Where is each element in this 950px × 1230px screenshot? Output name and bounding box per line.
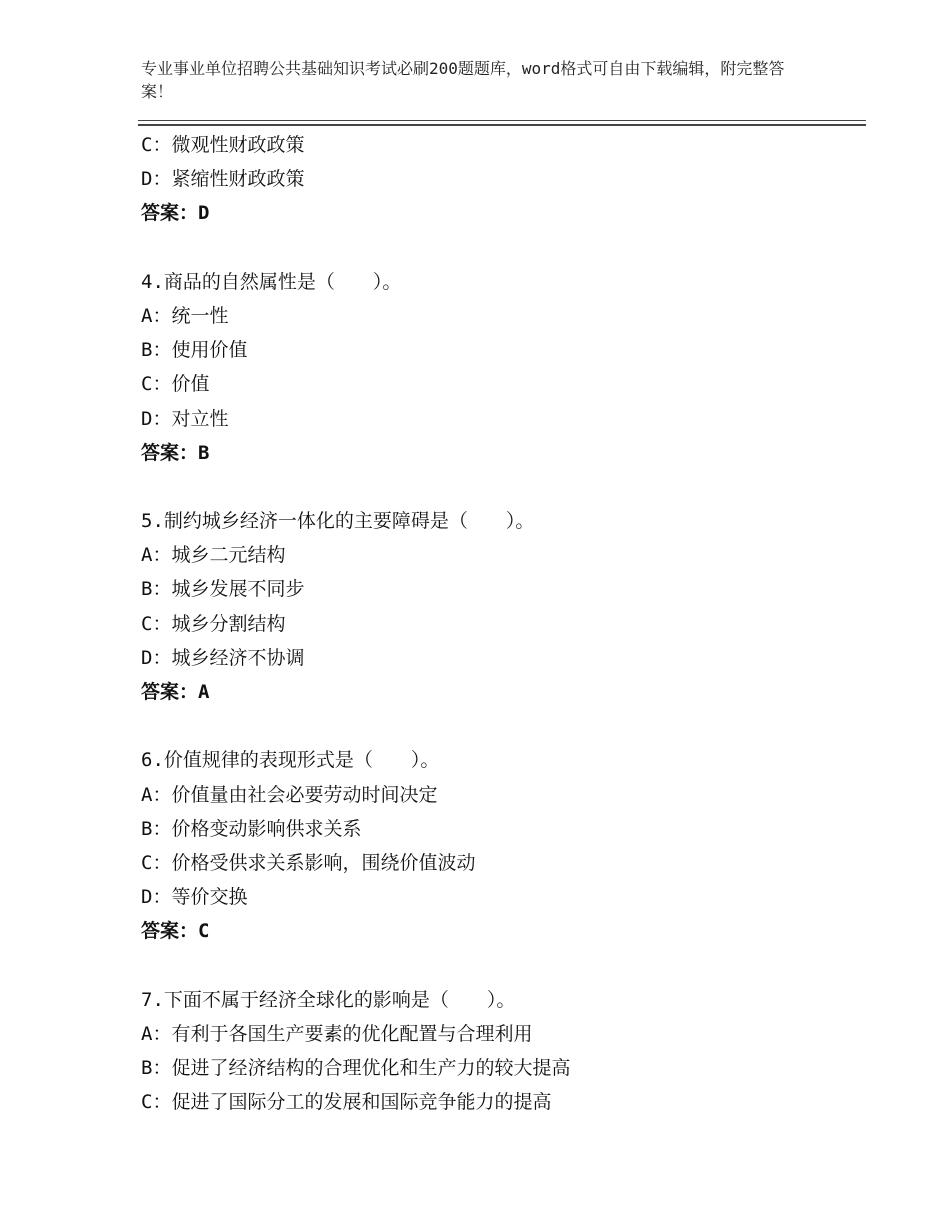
option-d: D：对立性 xyxy=(141,407,229,430)
question-content xyxy=(141,128,861,1119)
option-c: C：价值 xyxy=(141,373,210,396)
option-c: C：促进了国际分工的发展和国际竞争能力的提高 xyxy=(141,1091,552,1114)
header-rule-thick xyxy=(138,124,866,126)
option-a: A：城乡二元结构 xyxy=(141,544,286,567)
option-c: C：城乡分割结构 xyxy=(141,612,286,635)
header-rule-thin xyxy=(138,120,866,121)
question-5 xyxy=(141,504,861,709)
question-7 xyxy=(141,983,861,1120)
option-c: C：价格受供求关系影响，围绕价值波动 xyxy=(141,851,476,874)
option-b: B：促进了经济结构的合理优化和生产力的较大提高 xyxy=(141,1057,571,1080)
spacer xyxy=(141,470,861,504)
answer-line: 答案：B xyxy=(141,441,210,464)
option-a: A：统一性 xyxy=(141,304,229,327)
question-6 xyxy=(141,743,861,948)
question-3-fragment xyxy=(141,128,861,231)
answer-line: 答案：D xyxy=(141,202,210,225)
question-stem: 5.制约城乡经济一体化的主要障碍是（ ）。 xyxy=(141,510,535,533)
spacer xyxy=(141,949,861,983)
option-a: A：价值量由社会必要劳动时间决定 xyxy=(141,783,438,806)
option-d: D：城乡经济不协调 xyxy=(141,646,305,669)
question-4 xyxy=(141,265,861,470)
spacer xyxy=(141,231,861,265)
answer-line: 答案：A xyxy=(141,681,210,703)
option-b: B：价格变动影响供求关系 xyxy=(141,817,362,840)
answer-line: 答案：C xyxy=(141,920,210,943)
option-d: D：紧缩性财政政策 xyxy=(141,168,305,191)
option-a: A：有利于各国生产要素的优化配置与合理利用 xyxy=(141,1022,533,1045)
option-b: B：城乡发展不同步 xyxy=(141,578,305,601)
spacer xyxy=(141,709,861,743)
question-stem: 4.商品的自然属性是（ ）。 xyxy=(141,270,402,293)
page-header: 专业事业单位招聘公共基础知识考试必刷200题题库，word格式可自由下载编辑，附完整答案！ xyxy=(141,59,785,101)
option-c: C：微观性财政政策 xyxy=(141,134,305,156)
option-b: B：使用价值 xyxy=(141,339,248,362)
question-stem: 6.价值规律的表现形式是（ ）。 xyxy=(141,749,440,772)
option-d: D：等价交换 xyxy=(141,886,248,909)
question-stem: 7.下面不属于经济全球化的影响是（ ）。 xyxy=(141,988,516,1011)
